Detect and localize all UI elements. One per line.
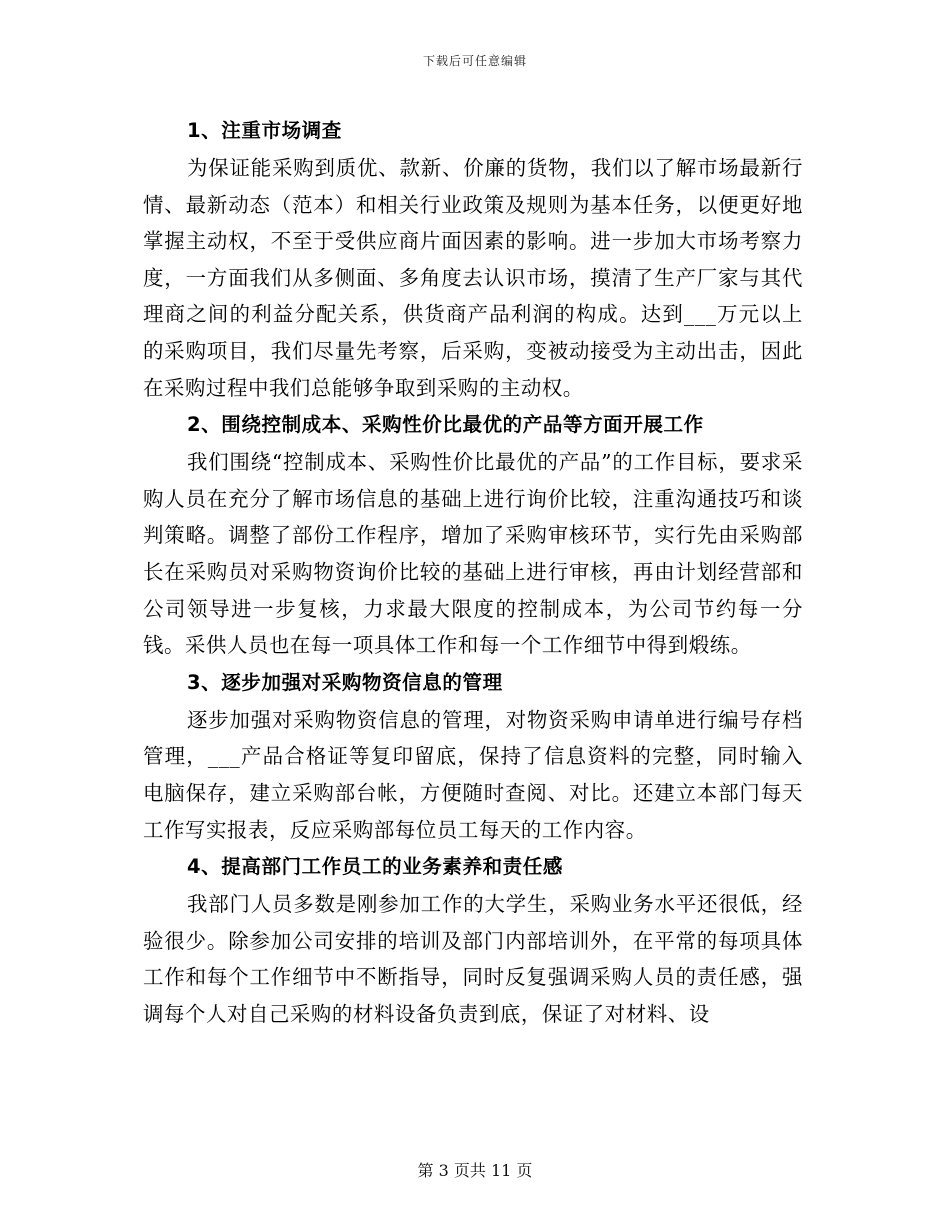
section-paragraph: 我们围绕“控制成本、采购性价比最优的产品”的工作目标，要求采购人员在充分了解市场信息的基础上进行询价比较，注重沟通技巧和谈判策略。调整了部份工作程序，增加了采购审核环节，实行先由采购部长在采购员对采购物资询价比较的基础上进行审核，再由计划经营部和公司领导进一步复核，力求最大限度的控制成本，为公司节约每一分钱。采供人员也在每一项具体工作和每一个工作细节中得到煅练。 (143, 450, 803, 658)
page-number: 第 3 页共 11 页 (417, 1161, 533, 1180)
section-heading: 3、逐步加强对采购物资信息的管理 (187, 670, 503, 694)
section-paragraph: 我部门人员多数是刚参加工作的大学生，采购业务水平还很低，经验很少。除参加公司安排的培训及部门内部培训外，在平常的每项具体工作和每个工作细节中不断指导，同时反复强调采购人员的责任感，强调每个人对自己采购的材料设备负责到底，保证了对材料、设 (143, 892, 803, 1026)
section-heading: 1、注重市场调查 (187, 119, 342, 142)
section-paragraph: 为保证能采购到质优、款新、价廉的货物，我们以了解市场最新行情、最新动态（范本）和相关行业政策及规则为基本任务，以便更好地掌握主动权，不至于受供应商片面因素的影响。进一步加大市场考察力度，一方面我们从多侧面、多角度去认识市场，摸清了生产厂家与其代理商之间的利益分配关系，供货商产品利润的构成。达到___万元以上的采购项目，我们尽量先考察，后采购，变被动接受为主动出击，因此在采购过程中我们总能够争取到采购的主动权。 (143, 156, 803, 400)
section-heading: 2、围绕控制成本、采购性价比最优的产品等方面开展工作 (187, 413, 704, 437)
section-info-management (143, 664, 803, 848)
section-cost-control (143, 406, 803, 664)
document-body (143, 112, 803, 1032)
page-header: 下载后可任意编辑 (422, 54, 527, 68)
section-market-survey (143, 112, 803, 406)
section-staff-quality (143, 848, 803, 1032)
section-heading: 4、提高部门工作员工的业务素养和责任感 (187, 855, 563, 879)
section-paragraph: 逐步加强对采购物资信息的管理，对物资采购申请单进行编号存档管理，___产品合格证等复印留底，保持了信息资料的完整，同时输入电脑保存，建立采购部台帐，方便随时查阅、对比。还建立本部门每天工作写实报表，反应采购部每位员工每天的工作内容。 (143, 707, 803, 842)
